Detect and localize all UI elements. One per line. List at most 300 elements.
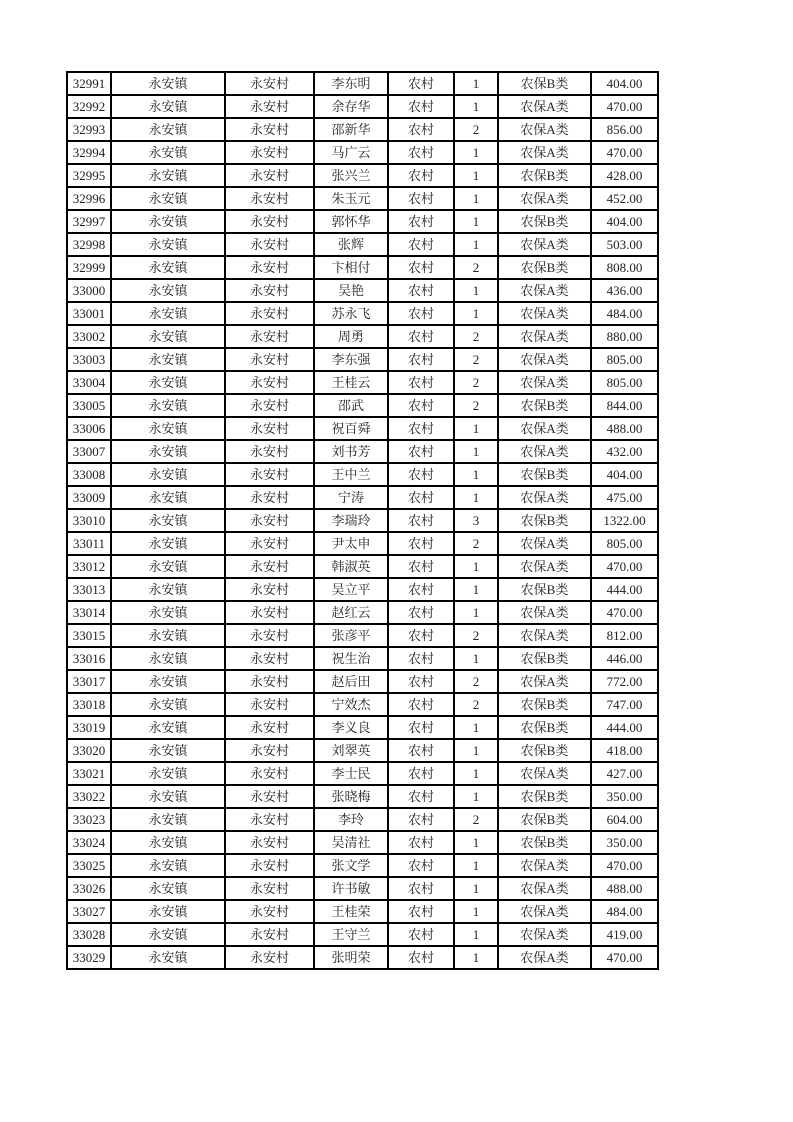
cell-record-id: 33004 — [67, 371, 111, 394]
table-row — [67, 463, 658, 486]
table-row — [67, 348, 658, 371]
cell-village: 永安村 — [225, 210, 314, 233]
table-row — [67, 739, 658, 762]
cell-amount: 503.00 — [591, 233, 658, 256]
cell-residence-type: 农村 — [388, 141, 454, 164]
cell-amount: 436.00 — [591, 279, 658, 302]
cell-village: 永安村 — [225, 785, 314, 808]
cell-residence-type: 农村 — [388, 854, 454, 877]
cell-town: 永安镇 — [111, 739, 225, 762]
cell-amount: 844.00 — [591, 394, 658, 417]
cell-name: 马广云 — [314, 141, 388, 164]
cell-residence-type: 农村 — [388, 808, 454, 831]
table-row — [67, 762, 658, 785]
cell-village: 永安村 — [225, 578, 314, 601]
cell-person-count: 2 — [454, 670, 498, 693]
cell-amount: 428.00 — [591, 164, 658, 187]
cell-town: 永安镇 — [111, 877, 225, 900]
cell-village: 永安村 — [225, 164, 314, 187]
table-row — [67, 877, 658, 900]
table-row — [67, 854, 658, 877]
table-row — [67, 946, 658, 969]
cell-town: 永安镇 — [111, 900, 225, 923]
cell-record-id: 32993 — [67, 118, 111, 141]
cell-person-count: 1 — [454, 279, 498, 302]
table-row — [67, 118, 658, 141]
cell-person-count: 1 — [454, 463, 498, 486]
cell-amount: 470.00 — [591, 95, 658, 118]
cell-person-count: 2 — [454, 693, 498, 716]
cell-name: 张文学 — [314, 854, 388, 877]
cell-residence-type: 农村 — [388, 210, 454, 233]
cell-residence-type: 农村 — [388, 578, 454, 601]
table-row — [67, 601, 658, 624]
cell-record-id: 33003 — [67, 348, 111, 371]
cell-record-id: 33005 — [67, 394, 111, 417]
cell-residence-type: 农村 — [388, 716, 454, 739]
table-row — [67, 509, 658, 532]
cell-residence-type: 农村 — [388, 900, 454, 923]
cell-town: 永安镇 — [111, 325, 225, 348]
cell-residence-type: 农村 — [388, 555, 454, 578]
cell-insurance-category: 农保A类 — [498, 624, 591, 647]
cell-residence-type: 农村 — [388, 279, 454, 302]
cell-name: 王中兰 — [314, 463, 388, 486]
cell-person-count: 2 — [454, 325, 498, 348]
cell-name: 王桂荣 — [314, 900, 388, 923]
cell-record-id: 33016 — [67, 647, 111, 670]
cell-person-count: 1 — [454, 210, 498, 233]
cell-town: 永安镇 — [111, 348, 225, 371]
cell-residence-type: 农村 — [388, 164, 454, 187]
cell-village: 永安村 — [225, 946, 314, 969]
cell-amount: 805.00 — [591, 532, 658, 555]
cell-person-count: 1 — [454, 578, 498, 601]
cell-amount: 418.00 — [591, 739, 658, 762]
cell-amount: 805.00 — [591, 371, 658, 394]
cell-person-count: 1 — [454, 555, 498, 578]
cell-name: 张明荣 — [314, 946, 388, 969]
cell-insurance-category: 农保B类 — [498, 693, 591, 716]
table-row — [67, 670, 658, 693]
cell-village: 永安村 — [225, 233, 314, 256]
table-row — [67, 785, 658, 808]
cell-name: 赵后田 — [314, 670, 388, 693]
cell-residence-type: 农村 — [388, 877, 454, 900]
cell-insurance-category: 农保A类 — [498, 486, 591, 509]
cell-residence-type: 农村 — [388, 187, 454, 210]
cell-residence-type: 农村 — [388, 486, 454, 509]
cell-village: 永安村 — [225, 371, 314, 394]
cell-record-id: 33024 — [67, 831, 111, 854]
cell-insurance-category: 农保B类 — [498, 509, 591, 532]
table-row — [67, 233, 658, 256]
cell-village: 永安村 — [225, 509, 314, 532]
cell-town: 永安镇 — [111, 164, 225, 187]
cell-village: 永安村 — [225, 348, 314, 371]
cell-name: 刘书芳 — [314, 440, 388, 463]
table-row — [67, 95, 658, 118]
cell-village: 永安村 — [225, 808, 314, 831]
cell-village: 永安村 — [225, 256, 314, 279]
cell-record-id: 32991 — [67, 72, 111, 95]
cell-record-id: 33028 — [67, 923, 111, 946]
cell-residence-type: 农村 — [388, 463, 454, 486]
cell-insurance-category: 农保B类 — [498, 831, 591, 854]
cell-name: 王桂云 — [314, 371, 388, 394]
cell-amount: 488.00 — [591, 877, 658, 900]
cell-insurance-category: 农保A类 — [498, 141, 591, 164]
cell-amount: 350.00 — [591, 785, 658, 808]
cell-residence-type: 农村 — [388, 601, 454, 624]
cell-name: 吴艳 — [314, 279, 388, 302]
cell-amount: 470.00 — [591, 555, 658, 578]
cell-record-id: 33027 — [67, 900, 111, 923]
cell-residence-type: 农村 — [388, 739, 454, 762]
cell-insurance-category: 农保A类 — [498, 95, 591, 118]
cell-amount: 470.00 — [591, 854, 658, 877]
cell-person-count: 1 — [454, 739, 498, 762]
cell-residence-type: 农村 — [388, 693, 454, 716]
cell-amount: 805.00 — [591, 348, 658, 371]
cell-town: 永安镇 — [111, 647, 225, 670]
table-row — [67, 72, 658, 95]
table-row — [67, 647, 658, 670]
cell-town: 永安镇 — [111, 624, 225, 647]
table-row — [67, 417, 658, 440]
cell-residence-type: 农村 — [388, 118, 454, 141]
cell-person-count: 1 — [454, 923, 498, 946]
cell-record-id: 33009 — [67, 486, 111, 509]
cell-insurance-category: 农保A类 — [498, 877, 591, 900]
cell-town: 永安镇 — [111, 923, 225, 946]
table-row — [67, 693, 658, 716]
cell-town: 永安镇 — [111, 302, 225, 325]
cell-town: 永安镇 — [111, 785, 225, 808]
cell-name: 李义良 — [314, 716, 388, 739]
table-body — [67, 72, 658, 969]
cell-village: 永安村 — [225, 923, 314, 946]
cell-insurance-category: 农保A类 — [498, 279, 591, 302]
cell-amount: 808.00 — [591, 256, 658, 279]
cell-residence-type: 农村 — [388, 302, 454, 325]
cell-record-id: 32995 — [67, 164, 111, 187]
cell-insurance-category: 农保B类 — [498, 72, 591, 95]
cell-residence-type: 农村 — [388, 624, 454, 647]
cell-name: 李东明 — [314, 72, 388, 95]
cell-name: 祝生治 — [314, 647, 388, 670]
cell-town: 永安镇 — [111, 670, 225, 693]
cell-name: 宁效杰 — [314, 693, 388, 716]
cell-amount: 444.00 — [591, 716, 658, 739]
cell-person-count: 1 — [454, 785, 498, 808]
cell-name: 张彦平 — [314, 624, 388, 647]
table-row — [67, 555, 658, 578]
table-row — [67, 716, 658, 739]
cell-insurance-category: 农保A类 — [498, 601, 591, 624]
cell-town: 永安镇 — [111, 463, 225, 486]
cell-village: 永安村 — [225, 440, 314, 463]
cell-village: 永安村 — [225, 302, 314, 325]
cell-town: 永安镇 — [111, 601, 225, 624]
cell-village: 永安村 — [225, 601, 314, 624]
cell-village: 永安村 — [225, 141, 314, 164]
table-row — [67, 532, 658, 555]
cell-amount: 427.00 — [591, 762, 658, 785]
cell-person-count: 1 — [454, 762, 498, 785]
table-row — [67, 325, 658, 348]
table-row — [67, 164, 658, 187]
cell-person-count: 1 — [454, 72, 498, 95]
cell-amount: 1322.00 — [591, 509, 658, 532]
cell-person-count: 3 — [454, 509, 498, 532]
cell-name: 苏永飞 — [314, 302, 388, 325]
cell-insurance-category: 农保A类 — [498, 233, 591, 256]
cell-name: 张晓梅 — [314, 785, 388, 808]
cell-record-id: 32997 — [67, 210, 111, 233]
cell-record-id: 33011 — [67, 532, 111, 555]
cell-person-count: 1 — [454, 187, 498, 210]
cell-residence-type: 农村 — [388, 348, 454, 371]
pension-roster-table — [66, 71, 659, 970]
cell-insurance-category: 农保B类 — [498, 716, 591, 739]
cell-village: 永安村 — [225, 555, 314, 578]
cell-residence-type: 农村 — [388, 440, 454, 463]
cell-name: 卞相付 — [314, 256, 388, 279]
cell-insurance-category: 农保A类 — [498, 302, 591, 325]
cell-amount: 604.00 — [591, 808, 658, 831]
cell-town: 永安镇 — [111, 233, 225, 256]
cell-record-id: 33020 — [67, 739, 111, 762]
cell-record-id: 33025 — [67, 854, 111, 877]
cell-name: 祝百舜 — [314, 417, 388, 440]
cell-residence-type: 农村 — [388, 256, 454, 279]
cell-record-id: 33010 — [67, 509, 111, 532]
cell-insurance-category: 农保A类 — [498, 532, 591, 555]
cell-person-count: 2 — [454, 256, 498, 279]
cell-insurance-category: 农保B类 — [498, 739, 591, 762]
cell-person-count: 2 — [454, 371, 498, 394]
cell-town: 永安镇 — [111, 371, 225, 394]
cell-town: 永安镇 — [111, 693, 225, 716]
cell-town: 永安镇 — [111, 509, 225, 532]
cell-person-count: 2 — [454, 532, 498, 555]
cell-insurance-category: 农保B类 — [498, 210, 591, 233]
cell-name: 吴立平 — [314, 578, 388, 601]
cell-amount: 404.00 — [591, 463, 658, 486]
cell-village: 永安村 — [225, 739, 314, 762]
cell-insurance-category: 农保A类 — [498, 762, 591, 785]
cell-amount: 747.00 — [591, 693, 658, 716]
cell-town: 永安镇 — [111, 716, 225, 739]
cell-person-count: 1 — [454, 95, 498, 118]
cell-residence-type: 农村 — [388, 371, 454, 394]
cell-person-count: 2 — [454, 808, 498, 831]
cell-insurance-category: 农保B类 — [498, 463, 591, 486]
cell-person-count: 1 — [454, 900, 498, 923]
cell-amount: 470.00 — [591, 946, 658, 969]
cell-town: 永安镇 — [111, 440, 225, 463]
cell-name: 宁涛 — [314, 486, 388, 509]
cell-village: 永安村 — [225, 72, 314, 95]
cell-residence-type: 农村 — [388, 923, 454, 946]
cell-amount: 470.00 — [591, 141, 658, 164]
cell-village: 永安村 — [225, 762, 314, 785]
cell-town: 永安镇 — [111, 394, 225, 417]
cell-village: 永安村 — [225, 486, 314, 509]
table-row — [67, 440, 658, 463]
cell-town: 永安镇 — [111, 578, 225, 601]
table-row — [67, 187, 658, 210]
cell-name: 周勇 — [314, 325, 388, 348]
cell-village: 永安村 — [225, 877, 314, 900]
cell-record-id: 33018 — [67, 693, 111, 716]
cell-person-count: 1 — [454, 716, 498, 739]
table-row — [67, 624, 658, 647]
table-row — [67, 394, 658, 417]
cell-residence-type: 农村 — [388, 509, 454, 532]
table-row — [67, 210, 658, 233]
cell-record-id: 33007 — [67, 440, 111, 463]
cell-record-id: 33008 — [67, 463, 111, 486]
cell-village: 永安村 — [225, 532, 314, 555]
cell-village: 永安村 — [225, 279, 314, 302]
cell-residence-type: 农村 — [388, 762, 454, 785]
cell-person-count: 1 — [454, 877, 498, 900]
cell-insurance-category: 农保B类 — [498, 578, 591, 601]
cell-village: 永安村 — [225, 624, 314, 647]
cell-town: 永安镇 — [111, 95, 225, 118]
cell-amount: 452.00 — [591, 187, 658, 210]
cell-name: 李士民 — [314, 762, 388, 785]
cell-amount: 404.00 — [591, 210, 658, 233]
cell-person-count: 1 — [454, 831, 498, 854]
cell-village: 永安村 — [225, 187, 314, 210]
cell-person-count: 1 — [454, 141, 498, 164]
cell-person-count: 2 — [454, 624, 498, 647]
table-sheet — [66, 71, 659, 970]
cell-village: 永安村 — [225, 394, 314, 417]
cell-insurance-category: 农保A类 — [498, 555, 591, 578]
cell-name: 邵新华 — [314, 118, 388, 141]
cell-town: 永安镇 — [111, 762, 225, 785]
cell-name: 韩淑英 — [314, 555, 388, 578]
cell-village: 永安村 — [225, 854, 314, 877]
cell-residence-type: 农村 — [388, 831, 454, 854]
cell-village: 永安村 — [225, 693, 314, 716]
cell-name: 张兴兰 — [314, 164, 388, 187]
cell-residence-type: 农村 — [388, 670, 454, 693]
cell-residence-type: 农村 — [388, 95, 454, 118]
cell-record-id: 33021 — [67, 762, 111, 785]
cell-village: 永安村 — [225, 325, 314, 348]
cell-person-count: 1 — [454, 302, 498, 325]
cell-name: 邵武 — [314, 394, 388, 417]
cell-record-id: 33014 — [67, 601, 111, 624]
cell-insurance-category: 农保A类 — [498, 348, 591, 371]
cell-insurance-category: 农保A类 — [498, 946, 591, 969]
table-row — [67, 808, 658, 831]
cell-person-count: 1 — [454, 164, 498, 187]
cell-town: 永安镇 — [111, 141, 225, 164]
cell-town: 永安镇 — [111, 72, 225, 95]
cell-insurance-category: 农保A类 — [498, 440, 591, 463]
table-row — [67, 486, 658, 509]
cell-insurance-category: 农保B类 — [498, 647, 591, 670]
cell-person-count: 2 — [454, 348, 498, 371]
cell-record-id: 33019 — [67, 716, 111, 739]
cell-insurance-category: 农保A类 — [498, 371, 591, 394]
table-row — [67, 578, 658, 601]
cell-name: 吴清社 — [314, 831, 388, 854]
cell-amount: 419.00 — [591, 923, 658, 946]
cell-insurance-category: 农保A类 — [498, 670, 591, 693]
cell-village: 永安村 — [225, 716, 314, 739]
cell-name: 余存华 — [314, 95, 388, 118]
cell-insurance-category: 农保A类 — [498, 118, 591, 141]
cell-amount: 475.00 — [591, 486, 658, 509]
cell-residence-type: 农村 — [388, 417, 454, 440]
cell-town: 永安镇 — [111, 854, 225, 877]
cell-name: 张辉 — [314, 233, 388, 256]
cell-amount: 488.00 — [591, 417, 658, 440]
cell-village: 永安村 — [225, 647, 314, 670]
cell-name: 李玲 — [314, 808, 388, 831]
cell-town: 永安镇 — [111, 831, 225, 854]
cell-record-id: 33012 — [67, 555, 111, 578]
cell-record-id: 33013 — [67, 578, 111, 601]
cell-amount: 880.00 — [591, 325, 658, 348]
cell-name: 王守兰 — [314, 923, 388, 946]
cell-residence-type: 农村 — [388, 72, 454, 95]
table-row — [67, 302, 658, 325]
cell-insurance-category: 农保A类 — [498, 417, 591, 440]
cell-record-id: 33001 — [67, 302, 111, 325]
cell-village: 永安村 — [225, 831, 314, 854]
cell-insurance-category: 农保A类 — [498, 923, 591, 946]
cell-record-id: 32994 — [67, 141, 111, 164]
cell-amount: 484.00 — [591, 900, 658, 923]
cell-record-id: 32998 — [67, 233, 111, 256]
cell-insurance-category: 农保A类 — [498, 325, 591, 348]
cell-amount: 432.00 — [591, 440, 658, 463]
cell-residence-type: 农村 — [388, 325, 454, 348]
cell-amount: 404.00 — [591, 72, 658, 95]
cell-record-id: 33000 — [67, 279, 111, 302]
cell-record-id: 33026 — [67, 877, 111, 900]
cell-person-count: 1 — [454, 647, 498, 670]
cell-amount: 772.00 — [591, 670, 658, 693]
table-row — [67, 371, 658, 394]
cell-name: 李瑞玲 — [314, 509, 388, 532]
cell-amount: 350.00 — [591, 831, 658, 854]
cell-name: 许书敏 — [314, 877, 388, 900]
table-row — [67, 831, 658, 854]
cell-record-id: 33006 — [67, 417, 111, 440]
cell-record-id: 32992 — [67, 95, 111, 118]
table-row — [67, 923, 658, 946]
cell-person-count: 1 — [454, 233, 498, 256]
cell-name: 朱玉元 — [314, 187, 388, 210]
cell-residence-type: 农村 — [388, 785, 454, 808]
cell-residence-type: 农村 — [388, 233, 454, 256]
cell-name: 尹太申 — [314, 532, 388, 555]
cell-insurance-category: 农保B类 — [498, 808, 591, 831]
cell-amount: 856.00 — [591, 118, 658, 141]
cell-person-count: 1 — [454, 946, 498, 969]
cell-town: 永安镇 — [111, 417, 225, 440]
cell-insurance-category: 农保B类 — [498, 394, 591, 417]
